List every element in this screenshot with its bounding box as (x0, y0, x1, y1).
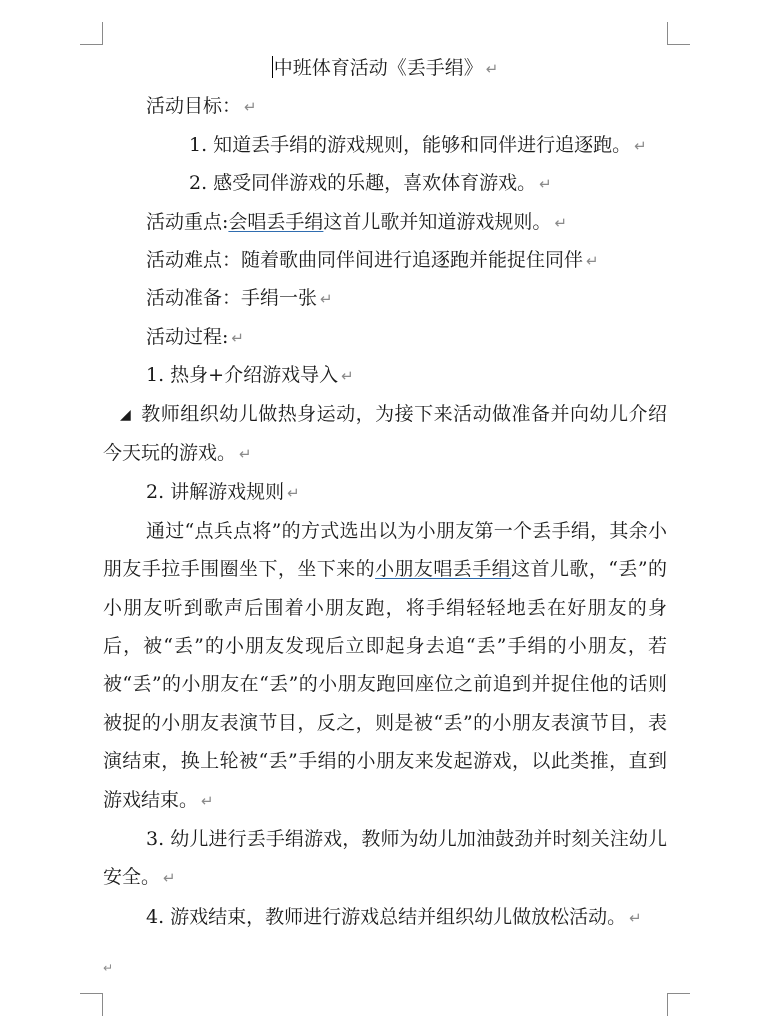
document-body[interactable] (103, 49, 667, 936)
paragraph-mark: ↵ (320, 290, 333, 309)
step1-bullet-paragraph (103, 395, 667, 474)
paragraph-mark: ↵ (244, 98, 257, 117)
goal-heading-line (103, 87, 667, 125)
step1-heading-line (103, 356, 667, 394)
step2-heading-line (103, 473, 667, 511)
text-cursor (272, 56, 273, 78)
paragraph-mark: ↵ (231, 328, 244, 347)
step3-text: 3. 幼儿进行丢手绢游戏，教师为幼儿加油鼓劲并时刻关注幼儿安全。 (103, 827, 667, 889)
paragraph-mark: ↵ (554, 213, 568, 232)
step2-rules-paragraph (103, 512, 667, 820)
key-point-underlined: 会唱丢手绢 (228, 210, 324, 233)
crop-mark-top-right (667, 22, 690, 45)
goal-heading: 活动目标： (146, 95, 242, 118)
goal-text-1: 1. 知道丢手绢的游戏规则，能够和同伴进行追逐跑。 (189, 133, 632, 156)
step2-heading: 2. 讲解游戏规则 (146, 481, 285, 504)
process-heading-line (103, 318, 667, 356)
goal-item-2 (103, 164, 667, 202)
paragraph-mark: ↵ (586, 251, 599, 270)
key-point-prefix: 活动重点: (146, 210, 229, 233)
crop-mark-bottom-right (667, 993, 690, 1016)
step1-heading: 1. 热身+介绍游戏导入 (146, 364, 339, 387)
step4-text: 4. 游戏结束，教师进行游戏总结并组织幼儿做放松活动。 (146, 905, 627, 928)
empty-paragraph-mark: ↵ (103, 961, 114, 975)
preparation-text: 活动准备：手绢一张 (146, 287, 318, 310)
paragraph-mark: ↵ (634, 136, 647, 155)
step4-line (103, 898, 667, 936)
step2-text-part1: 通过“点兵点将”的方式选出以为小朋友第一个丢手绢，其余小朋友手拉手围圈坐下，坐下来的 (103, 519, 667, 581)
paragraph-mark: ↵ (341, 367, 354, 386)
step2-text-underlined: 小朋友唱丢手绢 (375, 558, 512, 581)
document-title-line (103, 49, 667, 87)
key-point-suffix: 这首儿歌并知道游戏规则。 (323, 210, 552, 233)
document-title: 中班体育活动《丢手绢》 (273, 57, 483, 79)
goal-text-2: 2. 感受同伴游戏的乐趣，喜欢体育游戏。 (189, 172, 537, 195)
step1-bullet-text: 教师组织幼儿做热身运动，为接下来活动做准备并向幼儿介绍今天玩的游戏。 (103, 402, 667, 464)
step2-text-part2: 这首儿歌，“丢”的小朋友听到歌声后围着小朋友跑，将手绢轻轻地丢在好朋友的身后，被“丢”的小朋友发现后立即起身去追“丢”手绢的小朋友，若被“丢”的小朋友在“丢”的小朋友跑回座位之前追到并捉住他的话则被捉的小朋友表演节目，反之，则是被“丢”的小朋友表演节目，表演结束，换上轮被“丢”手绢的小朋友来发起游戏，以此类推，直到游戏结束。 (103, 558, 667, 811)
preparation-line (103, 279, 667, 317)
paragraph-mark: ↵ (629, 908, 642, 927)
key-point-line (103, 203, 667, 241)
paragraph-mark: ↵ (485, 60, 499, 78)
difficulty-line (103, 241, 667, 279)
paragraph-mark: ↵ (239, 444, 252, 463)
difficulty-text: 活动难点：随着歌曲同伴间进行追逐跑并能捉住同伴 (146, 248, 584, 271)
collapse-triangle-icon[interactable]: ◢ (120, 406, 132, 423)
goal-item-1 (103, 126, 667, 164)
process-heading: 活动过程: (146, 325, 229, 348)
paragraph-mark: ↵ (163, 869, 176, 888)
crop-mark-top-left (80, 22, 103, 45)
crop-mark-bottom-left (80, 993, 103, 1016)
step3-paragraph (103, 820, 667, 898)
paragraph-mark: ↵ (201, 791, 214, 810)
paragraph-mark: ↵ (539, 175, 552, 194)
paragraph-mark: ↵ (287, 484, 300, 503)
